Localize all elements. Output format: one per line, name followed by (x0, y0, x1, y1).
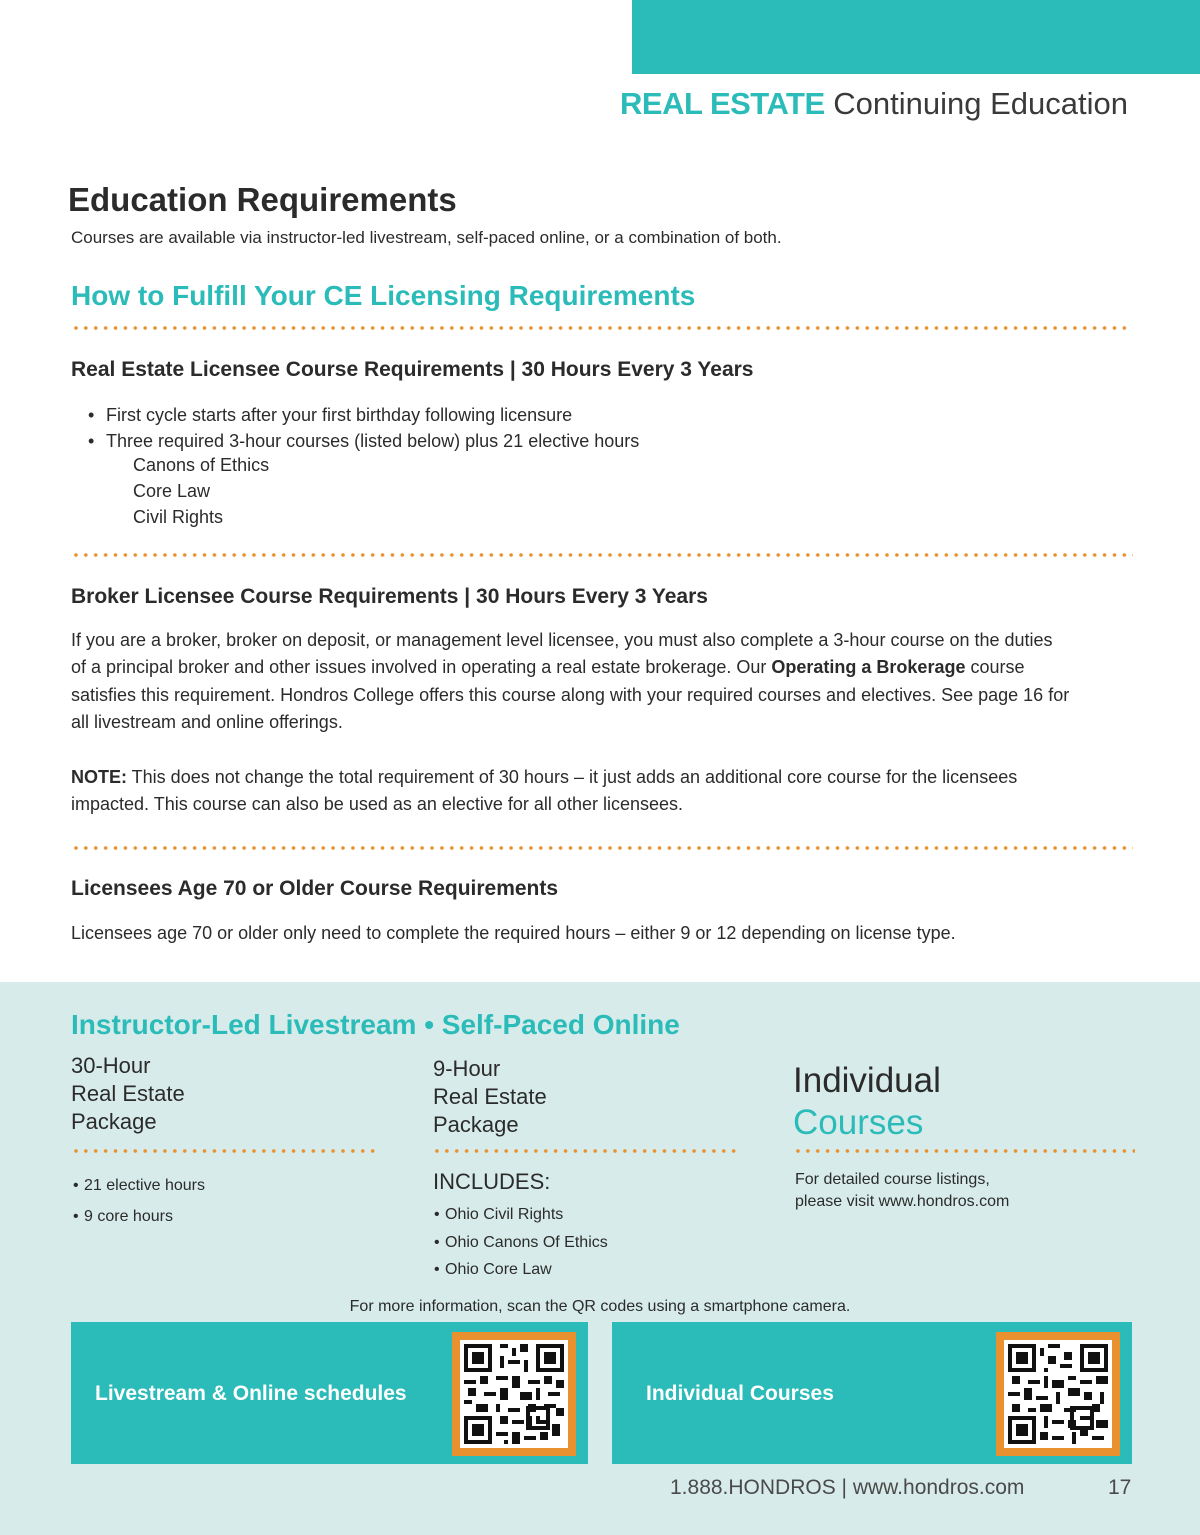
formats-heading: Instructor-Led Livestream • Self-Paced Online (71, 1009, 680, 1040)
note-label: NOTE: (71, 767, 127, 787)
list-item: • Ohio Civil Rights (434, 1201, 608, 1229)
list-item: Civil Rights (133, 507, 224, 527)
qr-code-icon[interactable] (996, 1332, 1120, 1456)
individual-courses-cta-label: Individual Courses (646, 1382, 834, 1405)
qr-code-icon[interactable] (452, 1332, 576, 1456)
package-30-items (73, 1170, 205, 1232)
schedules-cta-label: Livestream & Online schedules (95, 1382, 407, 1405)
required-courses-list (133, 452, 269, 530)
age70-text: Licensees age 70 or older only need to complete the required hours – either 9 or 12 depending on license type. (71, 923, 956, 943)
dotted-divider (71, 325, 1126, 331)
broker-paragraph (71, 627, 1071, 736)
dotted-divider (71, 845, 1133, 851)
list-item: • Ohio Core Law (434, 1256, 608, 1284)
broker-note (71, 764, 1071, 819)
package-9-items (434, 1201, 608, 1284)
broker-text-part: If you are a broker, broker on deposit, or management level licensee, you must also complete a 3-hour course on the duties of a principal broker and other issues involved in operating a real estate brokerage. Our (71, 630, 1053, 678)
individual-courses-cta-card[interactable] (612, 1322, 1132, 1464)
list-item: • Ohio Canons Of Ethics (434, 1229, 608, 1257)
package-title-line: Real Estate (433, 1084, 547, 1109)
licensee-heading: Real Estate Licensee Course Requirements | 30 Hours Every 3 Years (71, 358, 754, 381)
detail-line: For detailed course listings, (795, 1171, 990, 1188)
footer-contact: 1.888.HONDROS | www.hondros.com (670, 1476, 1025, 1499)
list-item: • Three required 3-hour courses (listed below) plus 21 elective hours (88, 428, 639, 454)
list-item: • 21 elective hours (73, 1170, 205, 1201)
includes-label: INCLUDES: (433, 1169, 551, 1194)
package-title-line: 30-Hour (71, 1053, 151, 1078)
list-item: Core Law (133, 481, 211, 501)
header-brand: REAL ESTATE (620, 86, 825, 121)
dotted-divider (71, 552, 1133, 558)
package-title-line: Real Estate (71, 1081, 185, 1106)
list-item: • First cycle starts after your first birthday following licensure (88, 402, 639, 428)
package-title-line: 9-Hour (433, 1056, 501, 1081)
dotted-divider (432, 1148, 739, 1154)
individual-course-detail (795, 1169, 1009, 1213)
how-to-heading: How to Fulfill Your CE Licensing Requirements (71, 280, 696, 311)
list-item: • 9 core hours (73, 1201, 205, 1232)
page-number: 17 (1108, 1476, 1132, 1499)
dotted-divider (793, 1148, 1135, 1154)
section-header (620, 86, 1128, 122)
licensee-bullet-list (88, 402, 639, 454)
individual-line2: Courses (793, 1103, 924, 1142)
list-item: Canons of Ethics (133, 455, 270, 475)
package-30-hour-title (71, 1052, 185, 1136)
broker-text-part: course satisfies this requirement. Hondros College offers this course along with your required courses and electives. See page 16 for all livestream and online offerings. (71, 657, 1070, 732)
header-title: Continuing Education (833, 86, 1128, 121)
package-title-line: Package (71, 1109, 157, 1134)
qr-code-graphic (464, 1344, 564, 1444)
schedules-cta-card[interactable] (71, 1322, 588, 1464)
detail-line: please visit www.hondros.com (795, 1193, 1010, 1210)
package-title-line: Package (433, 1112, 519, 1137)
qr-code-graphic (1008, 1344, 1108, 1444)
qr-instructions: For more information, scan the QR codes using a smartphone camera. (349, 1298, 851, 1315)
age70-heading: Licensees Age 70 or Older Course Requirements (71, 877, 559, 900)
package-9-hour-title (433, 1055, 547, 1139)
individual-line1: Individual (793, 1061, 941, 1100)
operating-brokerage-course: Operating a Brokerage (771, 657, 966, 678)
note-text: This does not change the total requirement of 30 hours – it just adds an additional core course for the licensees impacted. This course can also be used as an elective for all other licensees. (71, 767, 1018, 815)
top-accent-bar (632, 0, 1200, 74)
dotted-divider (71, 1148, 378, 1154)
page-title: Education Requirements (68, 181, 457, 218)
page-subtitle: Courses are available via instructor-led livestream, self-paced online, or a combination of both. (71, 228, 782, 247)
individual-courses-title (793, 1060, 941, 1144)
broker-heading: Broker Licensee Course Requirements | 30 Hours Every 3 Years (71, 585, 708, 608)
